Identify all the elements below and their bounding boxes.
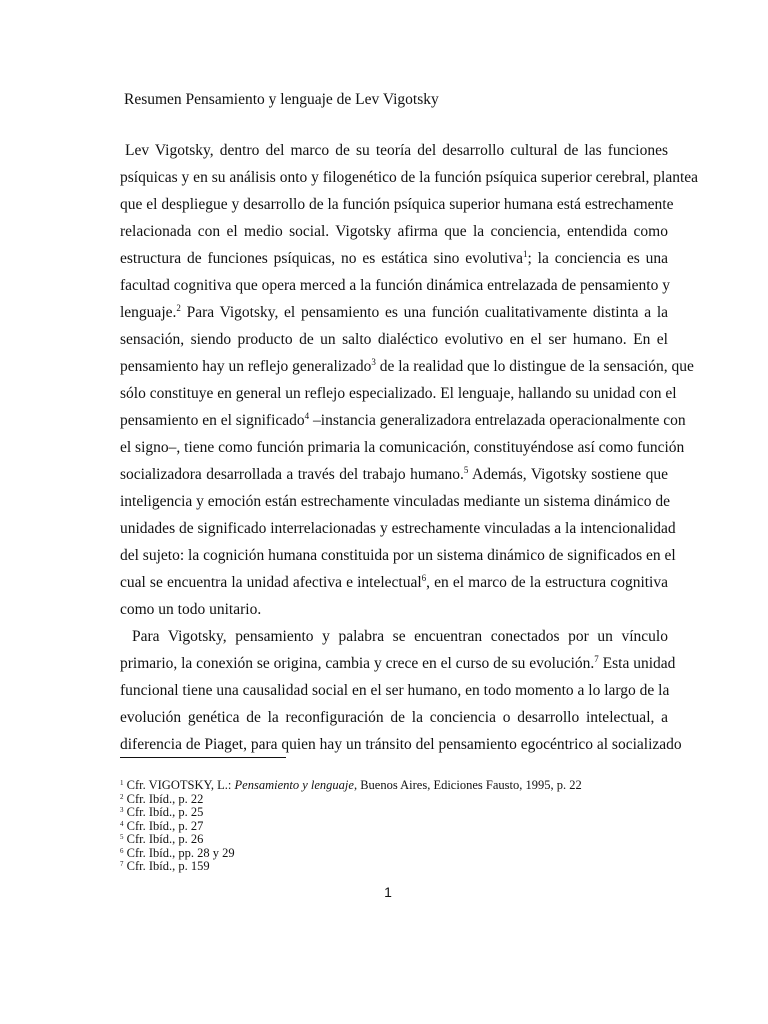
footnote-ref: 5 <box>463 465 469 475</box>
body-text <box>120 137 699 758</box>
text-line: pensamiento hay un reflejo generalizado$^3$ de la realidad que lo distingue de la sensación, que <box>120 357 694 375</box>
text-line: lenguaje.$^2$ Para Vigotsky, el pensamiento es una función cualitativamente distinta a la <box>120 303 668 321</box>
text-line: el signo–, tiene como función primaria la comunicación, constituyéndose así como función <box>120 439 685 456</box>
text-line: sólo constituye en general un reflejo especializado. El lenguaje, hallando su unidad con el <box>120 385 677 402</box>
footnote-number: 7 <box>120 860 124 868</box>
text-line: pensamiento en el significado$^4$ –instancia generalizadora entrelazada operacionalmente con <box>120 411 686 429</box>
footnote: $^6$ Cfr. Ibíd., pp. 28 y 29 <box>120 845 235 860</box>
document-title: Resumen Pensamiento y lenguaje de Lev Vigotsky <box>124 91 439 108</box>
text-line: como un todo unitario. <box>120 601 262 618</box>
footnote: $^2$ Cfr. Ibíd., p. 22 <box>120 791 204 806</box>
footnote-number: 1 <box>120 779 124 787</box>
footnote-number: 6 <box>120 846 124 855</box>
footnote-ref: 3 <box>371 357 376 367</box>
text-line: relacionada con el medio social. Vigotsky afirma que la conciencia, entendida como <box>120 223 668 240</box>
footnote-number: 3 <box>120 806 124 814</box>
text-line: evolución genética de la reconfiguración de la conciencia o desarrollo intelectual, a <box>120 709 668 726</box>
footnote: $^4$ Cfr. Ibíd., p. 27 <box>120 818 204 833</box>
footnote: $^7$ Cfr. Ibíd., p. 159 <box>120 859 210 873</box>
footnote: $^3$ Cfr. Ibíd., p. 25 <box>120 805 204 819</box>
text-line: diferencia de Piaget, para quien hay un tránsito del pensamiento egocéntrico al socializado <box>120 736 682 753</box>
text-line: que el despliegue y desarrollo de la función psíquica superior humana está estrechamente <box>120 196 674 213</box>
footnote-number: 4 <box>120 819 124 828</box>
paragraph-2 <box>120 623 682 758</box>
footnote-number: 5 <box>120 833 124 841</box>
text-line: Lev Vigotsky, dentro del marco de su teoría del desarrollo cultural de las funciones <box>125 142 668 159</box>
footnote-ref: 4 <box>304 411 310 421</box>
footnote: $^5$ Cfr. Ibíd., p. 26 <box>120 832 204 846</box>
text-line: del sujeto: la cognición humana constituida por un sistema dinámico de significados en el <box>120 547 676 564</box>
footnote-number: 2 <box>120 792 124 801</box>
text-line: facultad cognitiva que opera merced a la función dinámica entrelazada de pensamiento y <box>120 277 670 294</box>
paragraph-1 <box>120 137 699 623</box>
footnote-ref: 1 <box>522 249 528 259</box>
text-line: unidades de significado interrelacionadas y estrechamente vinculadas a la intencionalidad <box>120 520 676 537</box>
text-line: socializadora desarrollada a través del trabajo humano.$^5$ Además, Vigotsky sostiene que <box>120 465 668 483</box>
text-line: Para Vigotsky, pensamiento y palabra se encuentran conectados por un vínculo <box>132 628 668 645</box>
footnotes <box>120 779 680 874</box>
page-number: 1 <box>384 884 392 900</box>
footnote-ref: 2 <box>176 303 181 313</box>
footnote-separator <box>120 757 286 758</box>
text-line: inteligencia y emoción están estrechamente vinculadas mediante un sistema dinámico de <box>120 493 671 510</box>
text-line: cual se encuentra la unidad afectiva e intelectual$^6$, en el marco de la estructura cognitiva <box>120 573 668 591</box>
text-line: sensación, siendo producto de un salto dialéctico evolutivo en el ser humano. En el <box>120 331 668 348</box>
text-line: funcional tiene una causalidad social en el ser humano, en todo momento a lo largo de la <box>120 682 670 699</box>
text-line: psíquicas y en su análisis onto y filogenético de la función psíquica superior cerebral, plantea <box>120 169 699 186</box>
footnote: $^1$ Cfr. VIGOTSKY, L.: Pensamiento y lenguaje, Buenos Aires, Ediciones Fausto, 1995, p. 22 <box>120 778 582 792</box>
footnote-ref: 6 <box>421 573 427 583</box>
text-line: estructura de funciones psíquicas, no es estática sino evolutiva$^1$; la conciencia es una <box>120 249 668 267</box>
footnote-ref: 7 <box>594 654 599 664</box>
text-line: primario, la conexión se origina, cambia y crece en el curso de su evolución.$^7$ Esta unidad <box>120 654 676 672</box>
